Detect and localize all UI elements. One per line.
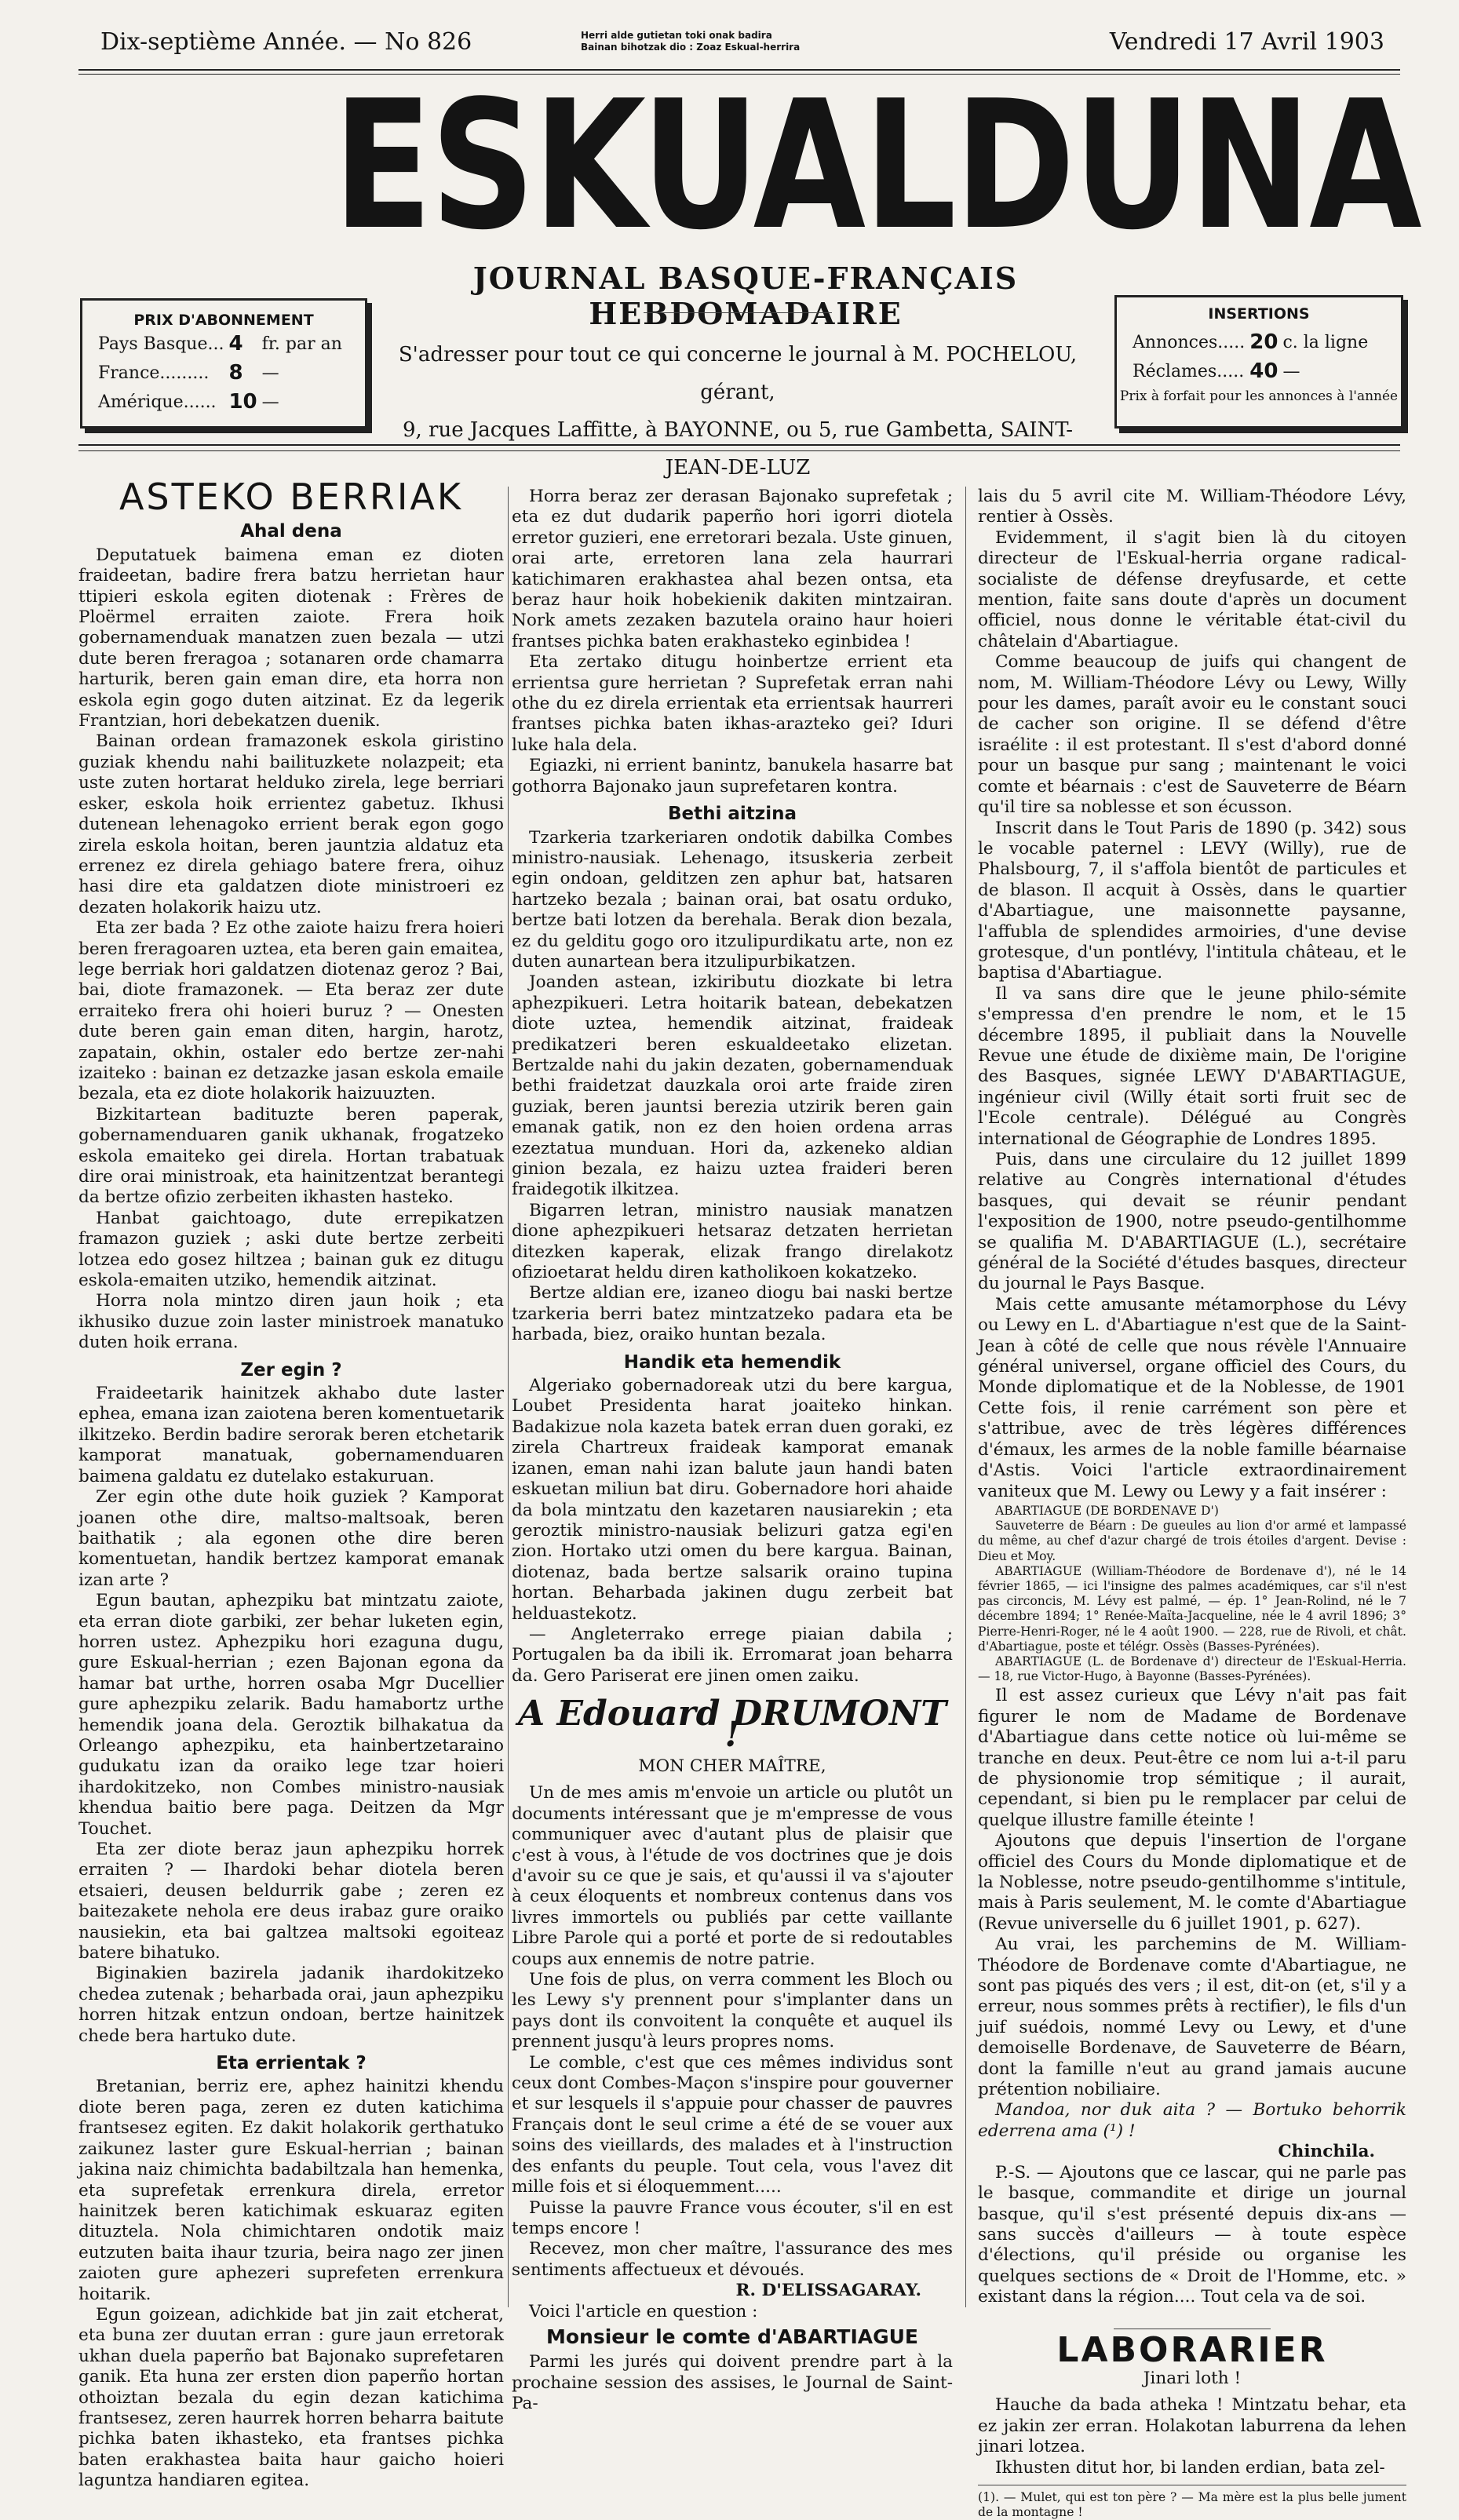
article-paragraph: Eta zer bada ? Ez othe zaiote haizu frera hoieri beren freragoaren uztea, eta beren gain emaitea, lege berriak hori galdatzen diotenaz geroz ? Bai, bai, diote framazonek. — Eta beraz zer dute erraiteko frera ohi hoieri buruz ? — Onesten dute beren gain eman diten, hargin, harotz, zapatain, okhin, ostaler edo bertze zer-nahi izaiteko : bainan ez detzazke jasan eskola emaile bezala, eta ez diote holakorik haizuuzten.: [78, 918, 504, 1104]
insertions-note: Prix à forfait pour les annonces à l'année: [1119, 388, 1399, 404]
insertions-unit: —: [1282, 361, 1300, 381]
insertions-label: Annonces.....: [1133, 332, 1246, 352]
article-heading: Monsieur le comte d'ABARTIAGUE: [546, 2325, 918, 2348]
article-paragraph: Algeriako gobernadoreak utzi du bere kargua, Loubet Presidenta harat joaiteko hinkan. Badakizue nola kazeta batek erran duen goraki, ez zirela Chartreux fraideak kamporat emanak izanen, eman nahi izan balute jaun handi baten eskuetan miliun bat diru. Gobernadore hori ahaide da bola mintzatu den kazetaren nausiarekin ; eta geroztik ministro-nausiak belizuri gatza egi'en zion. Hortako utzi omen du bere kargua. Bainan, diotenaz, bada bertze salsarik oraino tupina hortan. Beharbada jakinen dugu zerbeit bat helduastekotz.: [512, 1376, 953, 1624]
article-paragraph: Eta zertako ditugu hoinbertze errient eta errientsa gure herrietan ? Suprefetak erran nahi othe du ez direla errientak eta errientsak haurreri frantses pichka baten ikhas-arazteko gei? Iduri luke hala dela.: [512, 652, 953, 755]
letter-paragraph: Un de mes amis m'envoie un article ou plutôt un documents intéressant que je m'empresse de vous communiquer avec d'autant plus de plaisir que c'est à vous, à l'étude de vos doctrines que je dois d'avoir su ce que je sais, et qu'aussi il va s'ajouter à ceux éloquents et nombreux contenus dans vos livres immortels ou publiés par cette vaillante Libre Parole qui a porté et porte de si redoutables coups aux ennemis de notre patrie.: [512, 1783, 953, 1969]
article-paragraph: lais du 5 avril cite M. William-Théodore Lévy, rentier à Ossès.: [978, 487, 1406, 527]
masthead-bottom-rule-thin: [78, 450, 1400, 451]
article-paragraph: Egun goizean, adichkide bat jin zait etcherat, eta buna zer duutan erran : gure jaun erretorak ukhan duela paperño bat Bajonako suprefetaren ganik. Eta huna zer ersten dion paperño hortan othoiztan bezala du egin dezan katichima frantsesez, zeren haurrek horren beharra baitute pichka baten ikhasteko, eta frantses pichka baten erakhastea baita haur gaicho hoieri laguntza handiaren egitea.: [78, 2304, 504, 2491]
annuaire-line: ABARTIAGUE (L. de Bordenave d') directeur de l'Eskual-Herria. — 18, rue Victor-Hugo, à Bayonne (Basses-Pyrénées).: [978, 1654, 1406, 1684]
annuaire-line: ABARTIAGUE (DE BORDENAVE D'): [995, 1503, 1219, 1518]
article-paragraph: Evidemment, il s'agit bien là du citoyen directeur de l'Eskual-herria organe radical-socialiste de défense dreyfusarde, et cette mention, faite sans doute d'après un document officiel, nous donne le véritable état-civil du châtelain d'Abartiague.: [978, 527, 1406, 651]
letter-heading: A Edouard DRUMONT !: [518, 1694, 947, 1755]
article-paragraph: Deputatuek baimena eman ez dioten fraideetan, badire frera batzu herrietan haur ttipieri eskola egiten diotenak : Frères de Ploërmel erraiten zaiote. Frera hoik gobernamenduak manatzen zuen bezala — utzi dute beren freragoa ; sotanaren orde chamarra harturik, beren gain eman dire, eta horra non eskola egin gogo duten aitzinat. Ez da legerik Frantzian, hori debekatzen duenik.: [78, 545, 504, 731]
article-paragraph: Horra nola mintzo diren jaun hoik ; eta ikhusiko duzue zoin laster ministroek manatuko duten hoik errana.: [78, 1291, 504, 1353]
address-line-2: 9, rue Jacques Laffitte, à BAYONNE, ou 5, rue Gambetta, SAINT-JEAN-DE-LUZ: [402, 418, 1074, 480]
article-heading: Eta errientak ?: [216, 2053, 367, 2074]
top-info-line: [94, 24, 1384, 61]
article-paragraph: Bigarren letran, ministro nausiak manatzen dione aphezpikueri hetsaraz detzaten herrietan ditezken kaperak, elizak frango direlakotz ofizioetarat heldu diren katholikoen kokatzeko.: [512, 1200, 953, 1283]
subscription-title: PRIX D'ABONNEMENT: [133, 312, 314, 329]
masthead-bottom-rule: [78, 444, 1400, 446]
article-paragraph: Joanden astean, izkiributu diozkate bi letra aphezpikueri. Letra hoitarik batean, debekatzen diote uztea, hemendik aitzinat, fraideak predikatzeri beren eskualdeetako elizetan. Bertzalde nahi du jakin dezaten, gobernamenduak bethi fraidetzat dauzkala oroi arte fraide ziren guziak, beren jauntsi berezia utzirik beren gain emanak gatik, non ez den hoien ordena arras ezeztatua munduan. Hori da, azkeneko aldian ginion bezala, ez haizu uztea fraideri beren fraidegotik ilkitzea.: [512, 972, 953, 1200]
article-paragraph: Puis, dans une circulaire du 12 juillet 1899 relative au Congrès international d'études basques, qui devait se réunir pendant l'exposition de 1900, notre pseudo-gentilhomme se qualifia M. D'ABARTIAGUE (L.), secrétaire général de la Société d'études basques, directeur du journal le Pays Basque.: [978, 1150, 1406, 1294]
letter-salutation: MON CHER MAÎTRE,: [638, 1756, 826, 1776]
article-paragraph: Hanbat gaichtoago, dute errepikatzen framazon guziek ; aski dute bertze zerbeiti lotzea edo gosez hiltzea ; bainan guk ez ditugu eskola-emaiten utziko, hemendik aitzinat.: [78, 1208, 504, 1291]
footnote: (1). — Mulet, qui est ton père ? — Ma mère est la plus belle jument de la montagne !: [978, 2485, 1406, 2520]
article-heading: Zer egin ?: [240, 1359, 342, 1380]
subscription-price: 10: [228, 390, 257, 414]
section-heading: LABORARIER: [1056, 2329, 1328, 2370]
article-paragraph: Mais cette amusante métamorphose du Lévy ou Lewy en L. d'Abartiague n'est que de la Saint-Jean à côté de celle que nous révèle l'Annuaire général universel, organe officiel des Cours, du Monde diplomatique et de la Noblesse, de 1901 Cette fois, il renie carrément son père et s'attribue, avec de très légères différences d'émaux, les armes de la noble famille béarnaise d'Astis. Voici l'article extraordinairement vaniteux que M. Lewy ou Lewy y a fait insérer :: [978, 1294, 1406, 1501]
insertions-row: [1133, 327, 1373, 356]
article-paragraph: P.-S. — Ajoutons que ce lascar, qui ne parle pas le basque, commandite et dirige un journal basque, qu'il s'est présenté depuis dix-ans — sans succès d'ailleurs — à toute espèce d'élections, qu'il préside ou organise les quelques sections de « Droit de l'Homme, etc. » existant dans la région.... Tout cela va de soi.: [978, 2162, 1406, 2307]
article-subheading: Jinari loth !: [1143, 2368, 1242, 2388]
masthead-subtitle: JOURNAL BASQUE-FRANÇAIS HEBDOMADAIRE: [472, 261, 1019, 331]
letter-signature: R. D'ELISSAGARAY.: [735, 2281, 921, 2301]
article-paragraph: Hauche da bada atheka ! Mintzatu behar, eta ez jakin zer erran. Holakotan laburrena da lehen jinari lotzea.: [978, 2395, 1406, 2457]
article-paragraph: Biginakien bazirela jadanik ihardokitzeko chedea zutenak ; beharbada orai, jaun aphezpiku horren hitzak entzun ondoan, bertze hainitzek chede bera hartuko dute.: [78, 1964, 504, 2046]
subscription-label: France.........: [98, 363, 210, 383]
column-3: [978, 487, 1406, 2520]
article-paragraph: Zer egin othe dute hoik guziek ? Kamporat joanen othe dire, maltso-maltsoak, beren baithatik ; ala egonen othe dire beren komentuetan, handik bertzez kamporat emanak izan arte ?: [78, 1487, 504, 1590]
article-paragraph: Bainan ordean framazonek eskola giristino guziak khendu nahi bailituzkete nolazpeit; eta uste zuten hortarat helduko zirela, lege berriari esker, eskola hoik errientez gabetuz. Ikhusi dutenean lehenagoko errient berak egon gogo zirela eskola hoitan, beren jauntzia aldatuz eta errenez ez direla gehiago batere frera, oihuz hasi dire eta galdatzen diote ministroeri ez dezaten holakorik haizu utz.: [78, 731, 504, 917]
article-paragraph: Mandoa, nor duk aita ? — Bortuko behorrik ederrena ama (¹) !: [978, 2100, 1406, 2141]
article-heading: Bethi aitzina: [668, 804, 797, 825]
section-heading: ASTEKO BERRIAK: [119, 476, 464, 518]
letter-paragraph: Puisse la pauvre France vous écouter, s'il en est temps encore !: [512, 2197, 953, 2238]
address-line-1: S'adresser pour tout ce qui concerne le journal à M. POCHELOU, gérant,: [398, 343, 1078, 404]
article-paragraph: Bertze aldian ere, izaneo diogu bai naski bertze tzarkeria berri batez mintzatzeko padara eta be harbada, biez, oraiko huntan bezala.: [512, 1283, 953, 1345]
insertions-row: [1133, 356, 1373, 385]
article-paragraph: Il est assez curieux que Lévy n'ait pas fait figurer le nom de Madame de Bordenave d'Abartiague dans cette notice où lui-même se tranche en deux. Peut-être ce nom lui a-t-il paru de physionomie trop sémitique ; il aurait, cependant, si bien pu le remplacer par celui de quelque illustre famille éteinte !: [978, 1686, 1406, 1830]
article-paragraph: Horra beraz zer derasan Bajonako suprefetak ; eta ez dut dudarik paperño hori igorri diotela erretor guzieri, ene erretorari bezala. Uste ginuen, orai arte, erretoren lana zela haurrari katichimaren erakhastea ahal bezen ontsa, eta beraz haur hoik hobekienik dakiten mintzairan. Nork amets zezaken bazutela oraino haur hoieri frantses pichka baten erakhasteko eginbidea !: [512, 487, 953, 651]
column-divider: [965, 487, 966, 2307]
insertions-unit: c. la ligne: [1282, 332, 1369, 352]
article-paragraph: Comme beaucoup de juifs qui changent de nom, M. William-Théodore Lévy ou Lewy, Willy pour les dames, paraît avoir eu le constant souci de cacher son origine. Il se défend d'être israélite : il est protestant. Il s'est d'abord donné pour un basque pur sang ; maintenant le voici comte et béarnais : c'est de Sauveterre de Béarn qu'il tire sa noblesse et son écusson.: [978, 652, 1406, 818]
article-paragraph: Bizkitartean badituzte beren paperak, gobernamenduaren ganik ukhanak, frogatzeko eskola emaiteko gei direla. Hortan trabatuak dire orai ministroak, eta hainitzentzat berantegi da bertze ofizio zerbeiten ikhasten hasteko.: [78, 1104, 504, 1208]
subscription-unit: —: [261, 392, 279, 412]
article-paragraph: Bretanian, berriz ere, aphez hainitzi khendu diote beren paga, zeren ez duten katichima frantsesez egiten. Ez dakit holakorik gerthatuko zaikunez laster gure Eskual-herrian ; bainan jakina naiz chimichta badabiltzala han hemenka, eta suprefetak errenkura direla, erretor hainitzek beren katichimak eskuaraz egiten dituztela. Nola chimichtaren ondotik maiz eutzuten baita ihaur tzuria, beira nago zer jinen zaioten gure aphezeri suprefeten errenkura hoitarik.: [78, 2077, 504, 2304]
subscription-row: [98, 358, 347, 387]
motto: [581, 30, 800, 53]
insertions-label: Réclames.....: [1133, 361, 1245, 381]
subscription-box: [80, 298, 367, 429]
masthead-title: ESKUALDUNA: [333, 63, 1421, 269]
subscription-label: Amérique......: [98, 392, 217, 412]
insertions-box: [1114, 295, 1403, 429]
article-paragraph: Egiazki, ni errient banintz, banukela hasarre bat gothorra Bajonako jaun suprefetaren kontra.: [512, 756, 953, 797]
publisher-address: [385, 336, 1091, 487]
article-paragraph: Ikhusten ditut hor, bi landen erdian, bata zel-: [995, 2457, 1385, 2478]
subscription-price: 4: [228, 332, 243, 356]
issue-date: Vendredi 17 Avril 1903: [1109, 28, 1384, 56]
subscription-row: [98, 387, 347, 416]
subscription-price: 8: [228, 361, 243, 385]
letter-paragraph: Une fois de plus, on verra comment les Bloch ou les Lewy s'y prennent pour s'implanter dans un pays dont ils convoitent la conquête et auquel ils prennent jusqu'à leurs propres noms.: [512, 1970, 953, 2052]
column-2: [512, 487, 953, 2415]
article-heading: Ahal dena: [240, 521, 342, 542]
insertions-table: [1133, 327, 1373, 385]
article-paragraph: Au vrai, les parchemins de M. William-Théodore de Bordenave comte d'Abartiague, ne sont pas piqués des vers ; il est, dit-on (et, s'il y a erreur, nous sommes prêts à rectifier), le fils d'un juif suédois, nommé Levy ou Lewy, et d'une demoiselle Bordenave, de Sauveterre de Béarn, dont la famille n'eut au grand jamais aucune prétention nobiliaire.: [978, 1935, 1406, 2100]
article-heading: Handik eta hemendik: [623, 1351, 841, 1373]
article-paragraph: Tzarkeria tzarkeriaren ondotik dabilka Combes ministro-nausiak. Lehenago, itsuskeria zerbeit egin ondoan, gelditzen zen aphur bat, hatsaren hartzeko bezala ; bainan orai, bat osatu orduko, bertze bati lotzen da berehala. Berak dion bezala, ez du gelditu gogo oro itzulipurdikatu arte, non ez duten aunartean bera itzulipurbikatzen.: [512, 827, 953, 972]
article-paragraph: Inscrit dans le Tout Paris de 1890 (p. 342) sous le vocable paternel : LEVY (Willy), rue de Phalsbourg, 7, il s'affola bientôt de particules et de blason. Il acquit à Ossès, dans le quartier d'Abartiague, une maisonnette paysanne, l'affubla de splendides armoiries, d'une devise grotesque, d'un pontlévy, l'intitula château, et le baptisa d'Abartiague.: [978, 818, 1406, 983]
article-paragraph: Parmi les jurés qui doivent prendre part à la prochaine session des assises, le Journal de Saint-Pa-: [512, 2352, 953, 2414]
article-paragraph: Egun bautan, aphezpiku bat mintzatu zaiote, eta erran diote garbiki, zer behar luketen egin, horren ustez. Aphezpiku hori ezaguna dugu, gure Eskual-herrian ; ezen Bajonan egona da hamar bat urthe, horren osaba Mgr Ducellier gure aphezpiku zelarik. Badu hamabortz urthe hemendik joana dela. Geroztik bilhakatua da Orleango aphezpiku, eta hainbertzetaraino gudukatu izan da oraiko lege tzar hoieri ihardokitzeko, non Combes ministro-nausiak khendua baitio bere paga. Deitzen da Mgr Touchet.: [78, 1591, 504, 1839]
letter-paragraph: Le comble, c'est que ces mêmes individus sont ceux dont Combes-Maçon s'inspire pour gouverner et sur lesquels il s'appuie pour chasser de pauvres Français dont le seul crime a été de se vouer aux soins des vieillards, des malades et à l'instruction des enfants du peuple. Tout cela, vous l'avez dit mille fois et si éloquemment.....: [512, 2052, 953, 2197]
letter-paragraph: Recevez, mon cher maître, l'assurance des mes sentiments affectueux et dévoués.: [512, 2239, 953, 2280]
article-paragraph: Ajoutons que depuis l'insertion de l'organe officiel des Cours du Monde diplomatique et de la Noblesse, notre pseudo-gentilhomme s'intitule, mais à Paris seulement, M. le comte d'Abartiague (Revue universelle du 6 juillet 1901, p. 627).: [978, 1831, 1406, 1934]
subscription-row: [98, 329, 347, 358]
subscription-table: [98, 329, 347, 416]
annuaire-line: Sauveterre de Béarn : De gueules au lion d'or armé et lampassé du même, au chef d'azur chargé de trois étoiles d'argent. Devise : Dieu et Moy.: [978, 1519, 1406, 1563]
subtitle-rule: [644, 312, 832, 313]
issue-number: Dix-septième Année. — No 826: [100, 28, 472, 56]
article-paragraph: Il va sans dire que le jeune philo-sémite s'empressa d'en prendre le nom, et le 15 décembre 1895, il publiait dans la Nouvelle Revue une étude de dixième main, De l'origine des Basques, signée LEWY D'ABARTIAGUE, ingénieur civil (Willy était sorti fruit sec de l'Ecole centrale). Délégué au Congrès international de Géographie de Londres 1895.: [978, 983, 1406, 1149]
letter-paragraph: Voici l'article en question :: [529, 2301, 758, 2321]
insertions-title: INSERTIONS: [1208, 305, 1310, 323]
subscription-label: Pays Basque...: [98, 334, 224, 354]
article-signature: Chinchila.: [1278, 2142, 1375, 2162]
insertions-price: 20: [1249, 330, 1278, 354]
annuaire-entry: [978, 1504, 1406, 1684]
subscription-unit: fr. par an: [261, 334, 342, 354]
insertions-price: 40: [1249, 359, 1278, 383]
article-paragraph: Fraideetarik hainitzek akhabo dute laster ephea, emana izan zaiotena beren komentuetarik ilkitzeko. Berdin badire serorak beren etchetarik kamporat manatuak, gobernamenduaren baimena galdatu ez dutelako estakuruan.: [78, 1384, 504, 1486]
column-divider: [508, 487, 509, 2307]
article-paragraph: — Angleterrako errege piaian dabila ; Portugalen ba da ibili ik. Erromarat joan beharra da. Gero Pariserat ere jinen omen zaiku.: [512, 1624, 953, 1686]
motto-line-1: Herri alde gutietan toki onak badira: [581, 30, 772, 41]
subscription-unit: —: [261, 363, 279, 383]
column-1: [78, 476, 504, 2492]
article-paragraph: Eta zer diote beraz jaun aphezpiku horrek erraiten ? — Ihardoki behar diotela beren etsaieri, deusen beldurrik gabe ; zeren ez baitezakete nehola ere deus irabaz gure oraiko nausiekin, eta bai galtzea maltsoki egoiteaz batere bihatuko.: [78, 1840, 504, 1964]
motto-line-2: Bainan bihotzak dio : Zoaz Eskual-herrira: [581, 42, 801, 53]
annuaire-line: ABARTIAGUE (William-Théodore de Bordenave d'), né le 14 février 1865, — ici l'insigne des palmes académiques, car s'il n'est pas circoncis, M. Lévy est palmé, — ép. 1° Jean-Rolind, né le 7 décembre 1894; 1° Renée-Maïta-Jacqueline, née le 4 avril 1896; 3° Pierre-Henri-Roger, né le 4 août 1900. — 228, rue de Rivoli, et chât. d'Abartiague, poste et télégr. Ossès (Basses-Pyrénées).: [978, 1563, 1406, 1654]
